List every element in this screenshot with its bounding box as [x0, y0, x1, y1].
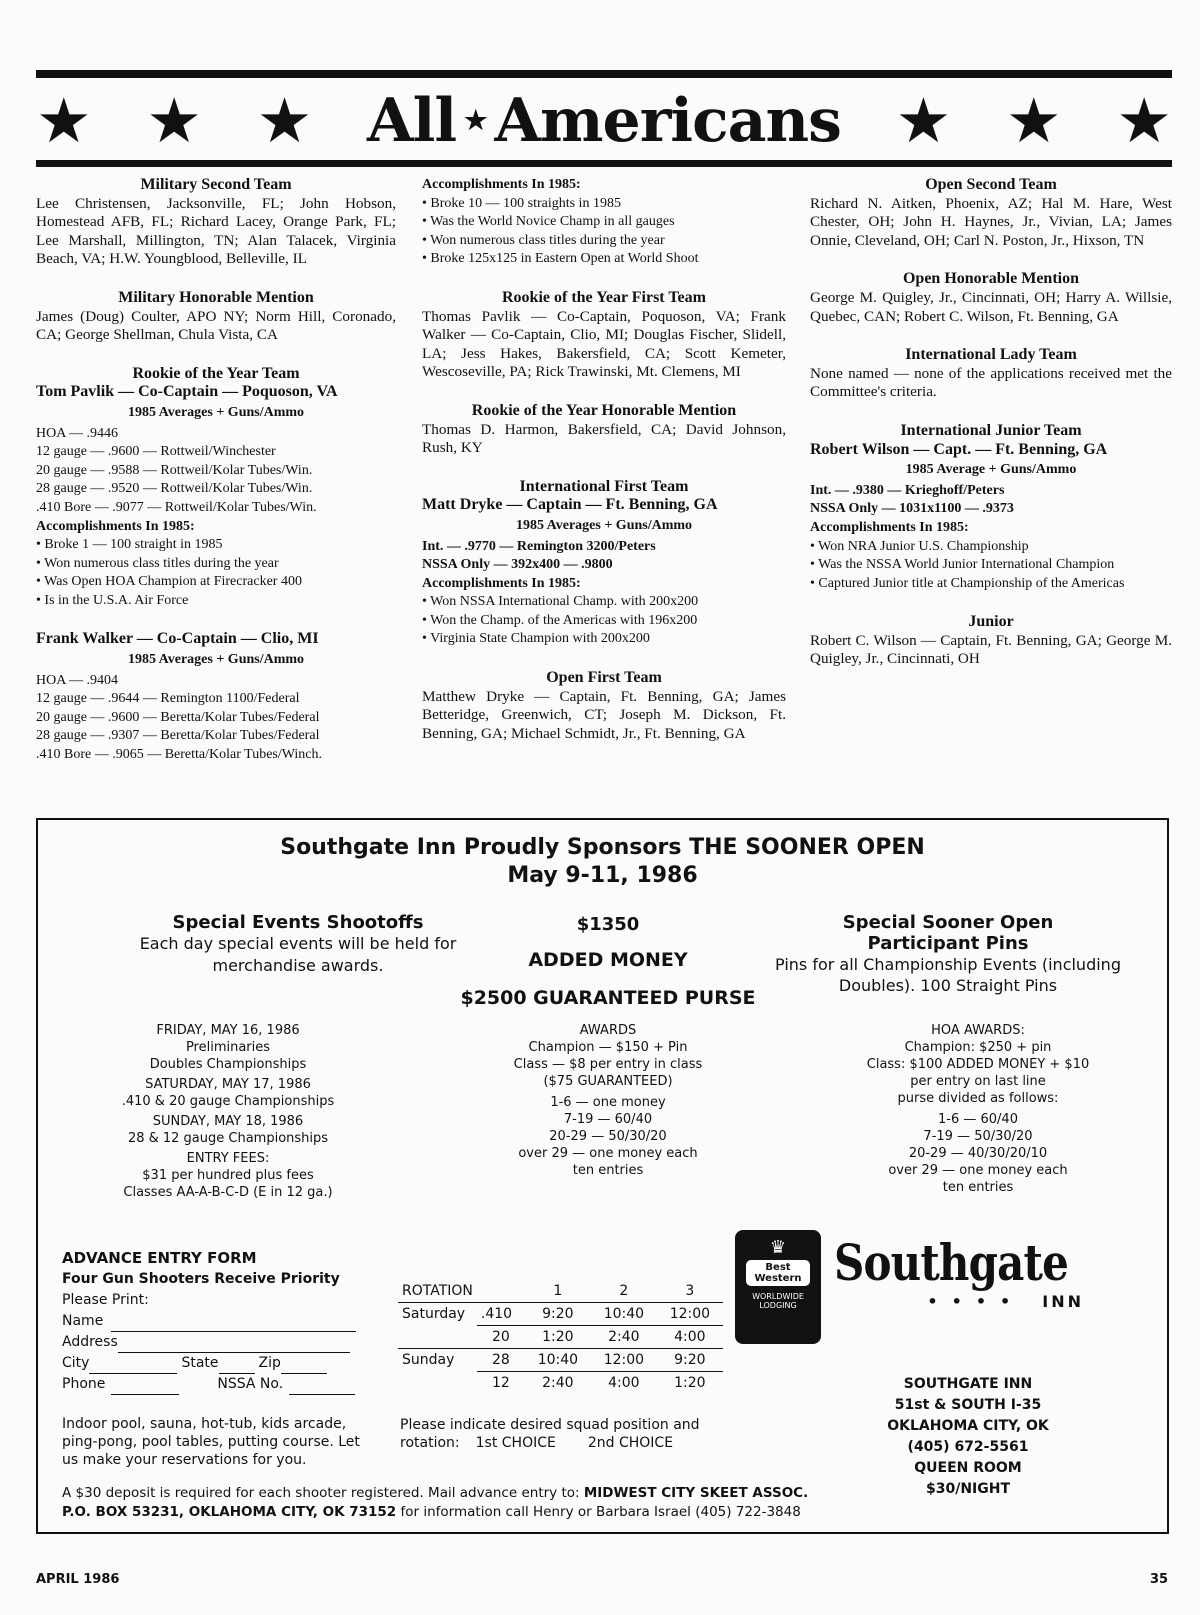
awards-line: ten entries — [572, 1163, 644, 1178]
awards-line: 1-6 — one money — [550, 1095, 666, 1110]
average-line: 20 gauge — .9600 — Beretta/Kolar Tubes/Federal — [36, 709, 320, 725]
first-choice-field[interactable]: 1st CHOICE — [475, 1435, 556, 1451]
accomplishments-heading: Accomplishments In 1985: — [810, 519, 969, 535]
section-heading: International First Team — [519, 477, 689, 495]
pins-heading-1: Special Sooner Open — [842, 912, 1054, 933]
form-priority: Four Gun Shooters Receive Priority — [62, 1271, 340, 1287]
page-title: All ★ Americans — [367, 86, 841, 156]
hotel-line: QUEEN ROOM — [914, 1460, 1022, 1476]
accomplishment-item: • Broke 10 — 100 straights in 1985 — [422, 195, 621, 211]
section-heading: Open Second Team — [925, 176, 1057, 193]
averages-heading: 1985 Average + Guns/Ammo — [905, 462, 1077, 478]
rotation-day: Saturday — [402, 1306, 466, 1323]
average-line: Int. — .9380 — Krieghoff/Peters — [810, 482, 1005, 498]
top-rule — [36, 70, 1172, 78]
captain-line: Tom Pavlik — Co-Captain — Poquoson, VA — [36, 383, 338, 401]
rotation-header: ROTATION — [398, 1280, 477, 1303]
schedule-line: Doubles Championships — [149, 1057, 307, 1072]
address-field[interactable] — [118, 1338, 350, 1353]
squad-instruction: Please indicate desired squad position and — [400, 1417, 700, 1433]
star-icon: ★ — [895, 84, 952, 157]
awards-line: ($75 GUARANTEED) — [543, 1074, 673, 1089]
rotation-table — [398, 1280, 723, 1394]
rotation-time: 1:20 — [674, 1375, 706, 1391]
state-label: State — [181, 1355, 219, 1371]
entry-fees-heading: ENTRY FEES: — [186, 1151, 270, 1166]
hoa-line: HOA AWARDS: — [931, 1023, 1025, 1038]
southgate-ad — [36, 818, 1169, 1534]
average-line: Int. — .9770 — Remington 3200/Peters — [422, 538, 656, 554]
accomplishment-item: • Won NRA Junior U.S. Championship — [810, 538, 1029, 554]
star-icon: ★ — [36, 84, 92, 157]
page-number: 35 — [1150, 1572, 1169, 1587]
hotel-info — [848, 1374, 1088, 1500]
amenities-text: Indoor pool, sauna, hot-tub, kids arcade, ping-pong, pool tables, putting course. Let us make your reservations for you. — [62, 1416, 360, 1468]
captain-line: Frank Walker — Co-Captain — Clio, MI — [36, 630, 319, 648]
section-heading: International Junior Team — [900, 421, 1082, 439]
average-line: 12 gauge — .9600 — Rottweil/Winchester — [36, 444, 276, 460]
hotel-line: OKLAHOMA CITY, OK — [887, 1418, 1049, 1434]
accomplishment-item: • Won NSSA International Champ. with 200x200 — [422, 594, 699, 610]
section-heading: Military Second Team — [140, 176, 292, 193]
accomplishment-item: • Virginia State Champion with 200x200 — [422, 631, 650, 647]
city-field[interactable] — [89, 1359, 177, 1374]
captain-line: Robert Wilson — Capt. — Ft. Benning, GA — [810, 440, 1108, 458]
name-label: Name — [62, 1313, 104, 1329]
nssa-label: NSSA No. — [217, 1376, 284, 1392]
footer-date: APRIL 1986 — [36, 1572, 120, 1587]
special-events-heading: Special Events Shootoffs — [172, 912, 424, 933]
accomplishment-item: • Is in the U.S.A. Air Force — [36, 592, 189, 608]
schedule-line: $31 per hundred plus fees — [142, 1168, 314, 1183]
zip-label: Zip — [258, 1355, 281, 1371]
zip-field[interactable] — [281, 1359, 327, 1374]
rotation-gauge: 28 — [477, 1349, 525, 1372]
average-line: 20 gauge — .9588 — Rottweil/Kolar Tubes/Win. — [36, 462, 313, 478]
form-heading: ADVANCE ENTRY FORM — [62, 1249, 257, 1267]
mailing-address: P.O. BOX 53231, OKLAHOMA CITY, OK 73152 — [62, 1504, 397, 1520]
rotation-col-1: 1 — [525, 1280, 591, 1303]
section-heading: International Lady Team — [905, 346, 1077, 364]
hoa-line: 1-6 — 60/40 — [938, 1112, 1018, 1127]
star-icon: ★ — [464, 106, 487, 136]
accomplishment-item: • Was the NSSA World Junior International Champion — [810, 557, 1115, 573]
average-line: HOA — .9446 — [36, 425, 119, 441]
pins-text: Pins for all Championship Events (including Doubles). 100 Straight Pins — [775, 955, 1121, 995]
hoa-awards — [818, 1022, 1138, 1196]
rotation-time: 4:00 — [657, 1326, 723, 1349]
rotation-time: 12:00 — [591, 1349, 657, 1372]
team-list: Matthew Dryke — Captain, Ft. Benning, GA; James Betteridge, Greenwich, CT; Joseph M. Dickson, Ft. Benning, GA; Michael Schmidt, Jr., Ft. Benning, GA — [422, 687, 786, 742]
hoa-line: over 29 — one money each — [888, 1163, 1068, 1178]
mailing-name: MIDWEST CITY SKEET ASSOC. — [583, 1485, 809, 1501]
accomplishments-heading: Accomplishments In 1985: — [36, 518, 195, 534]
southgate-wordmark: Southgate — [834, 1233, 1068, 1292]
awards-line: Class — $8 per entry in class — [513, 1057, 703, 1072]
hoa-line: per entry on last line — [910, 1074, 1046, 1089]
rotation-time: 4:00 — [608, 1375, 640, 1391]
city-label: City — [62, 1355, 90, 1371]
money-amount: $1350 — [576, 914, 640, 935]
second-choice-field[interactable]: 2nd CHOICE — [587, 1435, 674, 1451]
rotation-time: 10:40 — [591, 1303, 657, 1326]
crown-icon: ♛ — [769, 1237, 787, 1258]
accomplishment-item: • Won numerous class titles during the year — [36, 555, 279, 571]
accomplishments-heading: Accomplishments In 1985: — [422, 177, 581, 192]
star-icon: ★ — [146, 84, 202, 157]
team-list: James (Doug) Coulter, APO NY; Norm Hill, Coronado, CA; George Shellman, Chula Vista, CA — [36, 307, 396, 344]
ad-date: May 9-11, 1986 — [507, 863, 698, 888]
column-3 — [810, 176, 1172, 669]
average-line: .410 Bore — .9065 — Beretta/Kolar Tubes/Winch. — [36, 747, 323, 763]
hotel-line: SOUTHGATE INN — [903, 1376, 1033, 1392]
column-2 — [422, 176, 786, 743]
best-western-logo: ♛ Best Western WORLDWIDE LODGING — [735, 1230, 821, 1344]
section-heading: Open First Team — [546, 669, 662, 687]
awards — [458, 1022, 758, 1179]
rotation-table-wrap — [398, 1280, 723, 1394]
rotation-gauge: 20 — [477, 1326, 525, 1349]
average-line: 28 gauge — .9520 — Rottweil/Kolar Tubes/Win. — [36, 481, 313, 497]
added-money: ADDED MONEY — [528, 949, 688, 971]
banner-rule — [36, 160, 1172, 167]
team-list: Thomas D. Harmon, Bakersfield, CA; David Johnson, Rush, KY — [422, 420, 786, 457]
name-field[interactable] — [111, 1317, 356, 1332]
participant-pins — [758, 912, 1138, 996]
team-list: George M. Quigley, Jr., Cincinnati, OH; Harry A. Willsie, Quebec, CAN; Robert C. Wilson, Ft. Benning, GA — [810, 288, 1172, 325]
address-label: Address — [62, 1334, 118, 1350]
awards-line: 20-29 — 50/30/20 — [549, 1129, 667, 1144]
schedule-line: Classes AA-A-B-C-D (E in 12 ga.) — [123, 1185, 333, 1200]
rotation-time: 12:00 — [657, 1303, 723, 1326]
rotation-col-3: 3 — [657, 1280, 723, 1303]
rotation-gauge: .410 — [477, 1303, 525, 1326]
all-americans-banner — [36, 86, 1172, 156]
averages-heading: 1985 Averages + Guns/Ammo — [127, 404, 305, 420]
rotation-time: 9:20 — [657, 1349, 723, 1372]
hotel-line: 51st & SOUTH I-35 — [894, 1397, 1042, 1413]
section-heading: Junior — [968, 613, 1014, 631]
column-1 — [36, 176, 396, 765]
rotation-time: 1:20 — [525, 1326, 591, 1349]
schedule-line: FRIDAY, MAY 16, 1986 — [156, 1023, 300, 1038]
average-line: NSSA Only — 1031x1100 — .9373 — [810, 501, 1014, 517]
schedule-line: SATURDAY, MAY 17, 1986 — [145, 1077, 311, 1092]
rotation-label: rotation: — [400, 1435, 460, 1451]
team-list: Robert C. Wilson — Captain, Ft. Benning, GA; George M. Quigley, Jr., Cincinnati, OH — [810, 631, 1172, 668]
hoa-line: 7-19 — 50/30/20 — [923, 1129, 1033, 1144]
accomplishment-item: • Won numerous class titles during the year — [422, 232, 665, 248]
awards-line: AWARDS — [579, 1023, 637, 1038]
schedule-line: SUNDAY, MAY 18, 1986 — [152, 1114, 304, 1129]
section-heading: Rookie of the Year Honorable Mention — [471, 401, 737, 419]
accomplishment-item: • Was Open HOA Champion at Firecracker 400 — [36, 574, 302, 590]
hoa-line: ten entries — [942, 1180, 1014, 1195]
accomplishment-item: • Broke 125x125 in Eastern Open at World Shoot — [422, 251, 699, 267]
accomplishment-item: • Broke 1 — 100 straight in 1985 — [36, 537, 223, 553]
team-list: Thomas Pavlik — Co-Captain, Poquoson, VA; Frank Walker — Co-Captain, Clio, MI; Douglas Fischer, Slidell, LA; Jess Hakes, Bakersfield, CA; Scott Kemeter, Wescoseville, PA; Rick Trawinski, Mt. Clemens, MI — [422, 307, 786, 381]
schedule-line: .410 & 20 gauge Championships — [121, 1094, 335, 1109]
southgate-logo: Southgate •••• INN — [834, 1233, 1084, 1311]
accomplishment-item: • Was the World Novice Champ in all gauges — [422, 214, 675, 230]
hotel-line: $30/NIGHT — [925, 1481, 1011, 1497]
state-field[interactable] — [219, 1359, 255, 1374]
hoa-line: purse divided as follows: — [897, 1091, 1059, 1106]
averages-heading: 1985 Averages + Guns/Ammo — [127, 652, 305, 668]
average-line: 12 gauge — .9644 — Remington 1100/Federal — [36, 691, 300, 707]
phone-label: Phone — [62, 1376, 106, 1392]
ad-title: Southgate Inn Proudly Sponsors THE SOONER OPEN — [280, 835, 925, 860]
average-line: .410 Bore — .9077 — Rottweil/Kolar Tubes/Win. — [36, 499, 317, 515]
team-list: Lee Christensen, Jacksonville, FL; John Hobson, Homestead AFB, FL; Richard Lacey, Orange Park, FL; Lee Marshall, Millington, TN; Alan Talacek, Virginia Beach, VA; H.W. Youngblood, Belleville, IL — [36, 194, 396, 268]
rotation-time: 2:40 — [542, 1375, 574, 1391]
accomplishment-item: • Won the Champ. of the Americas with 196x200 — [422, 612, 698, 628]
prize-money — [458, 914, 758, 1009]
accomplishment-item: • Captured Junior title at Championship of the Americas — [810, 575, 1125, 591]
star-icon: ★ — [1116, 84, 1172, 157]
squad-choice — [400, 1416, 720, 1452]
rotation-time: 9:20 — [525, 1303, 591, 1326]
schedule-line: Preliminaries — [185, 1040, 271, 1055]
average-line: 28 gauge — .9307 — Beretta/Kolar Tubes/Federal — [36, 728, 320, 744]
average-line: NSSA Only — 392x400 — .9800 — [422, 557, 613, 573]
awards-line: Champion — $150 + Pin — [528, 1040, 688, 1055]
advance-entry-form — [62, 1248, 372, 1469]
star-icon: ★ — [256, 84, 313, 157]
special-events — [118, 912, 478, 977]
section-heading: Rookie of the Year Team — [132, 364, 300, 382]
special-events-text: Each day special events will be held for merchandise awards. — [139, 934, 457, 975]
awards-line: 7-19 — 60/40 — [563, 1112, 653, 1127]
rotation-time: 2:40 — [591, 1326, 657, 1349]
inn-wordmark: INN — [1042, 1292, 1084, 1311]
deposit-info: A $30 deposit is required for each shooter registered. Mail advance entry to: MIDWEST CITY SKEET ASSOC. P.O. BOX 53231, OKLAHOMA CITY, OK 73152 for information call Henry or Barbara Israel (405) 722-3848 — [62, 1485, 809, 1520]
averages-heading: 1985 Averages + Guns/Ammo — [515, 517, 693, 533]
hoa-line: Champion: $250 + pin — [904, 1040, 1052, 1055]
section-heading: Open Honorable Mention — [902, 270, 1079, 288]
nssa-field[interactable] — [289, 1380, 355, 1395]
awards-line: over 29 — one money each — [518, 1146, 698, 1161]
hotel-line: (405) 672-5561 — [907, 1439, 1029, 1455]
phone-field[interactable] — [111, 1380, 179, 1395]
rotation-col-2: 2 — [591, 1280, 657, 1303]
hoa-line: 20-29 — 40/30/20/10 — [908, 1146, 1048, 1161]
captain-line: Matt Dryke — Captain — Ft. Benning, GA — [422, 496, 718, 514]
team-list: None named — none of the applications received met the Committee's criteria. — [810, 364, 1172, 401]
rotation-time: 10:40 — [525, 1349, 591, 1372]
pins-heading-2: Participant Pins — [867, 933, 1029, 954]
team-list: Richard N. Aitken, Phoenix, AZ; Hal M. Hare, West Chester, OH; John H. Haynes, Jr., Vivian, LA; James Onnie, Cleveland, OH; Carl N. Poston, Jr., Hixson, TN — [810, 194, 1172, 249]
hoa-line: Class: $100 ADDED MONEY + $10 — [866, 1057, 1090, 1072]
guaranteed-purse: $2500 GUARANTEED PURSE — [460, 987, 756, 1009]
section-heading: Military Honorable Mention — [118, 288, 314, 306]
rotation-day: Sunday — [402, 1352, 455, 1369]
rotation-gauge: 12 — [491, 1375, 510, 1391]
accomplishments-heading: Accomplishments In 1985: — [422, 575, 581, 591]
star-icon: ★ — [1006, 84, 1062, 157]
average-line: HOA — .9404 — [36, 672, 119, 688]
section-heading: Rookie of the Year First Team — [502, 288, 706, 306]
schedule — [78, 1022, 378, 1201]
schedule-line: 28 & 12 gauge Championships — [127, 1131, 329, 1146]
form-print: Please Print: — [62, 1292, 149, 1308]
